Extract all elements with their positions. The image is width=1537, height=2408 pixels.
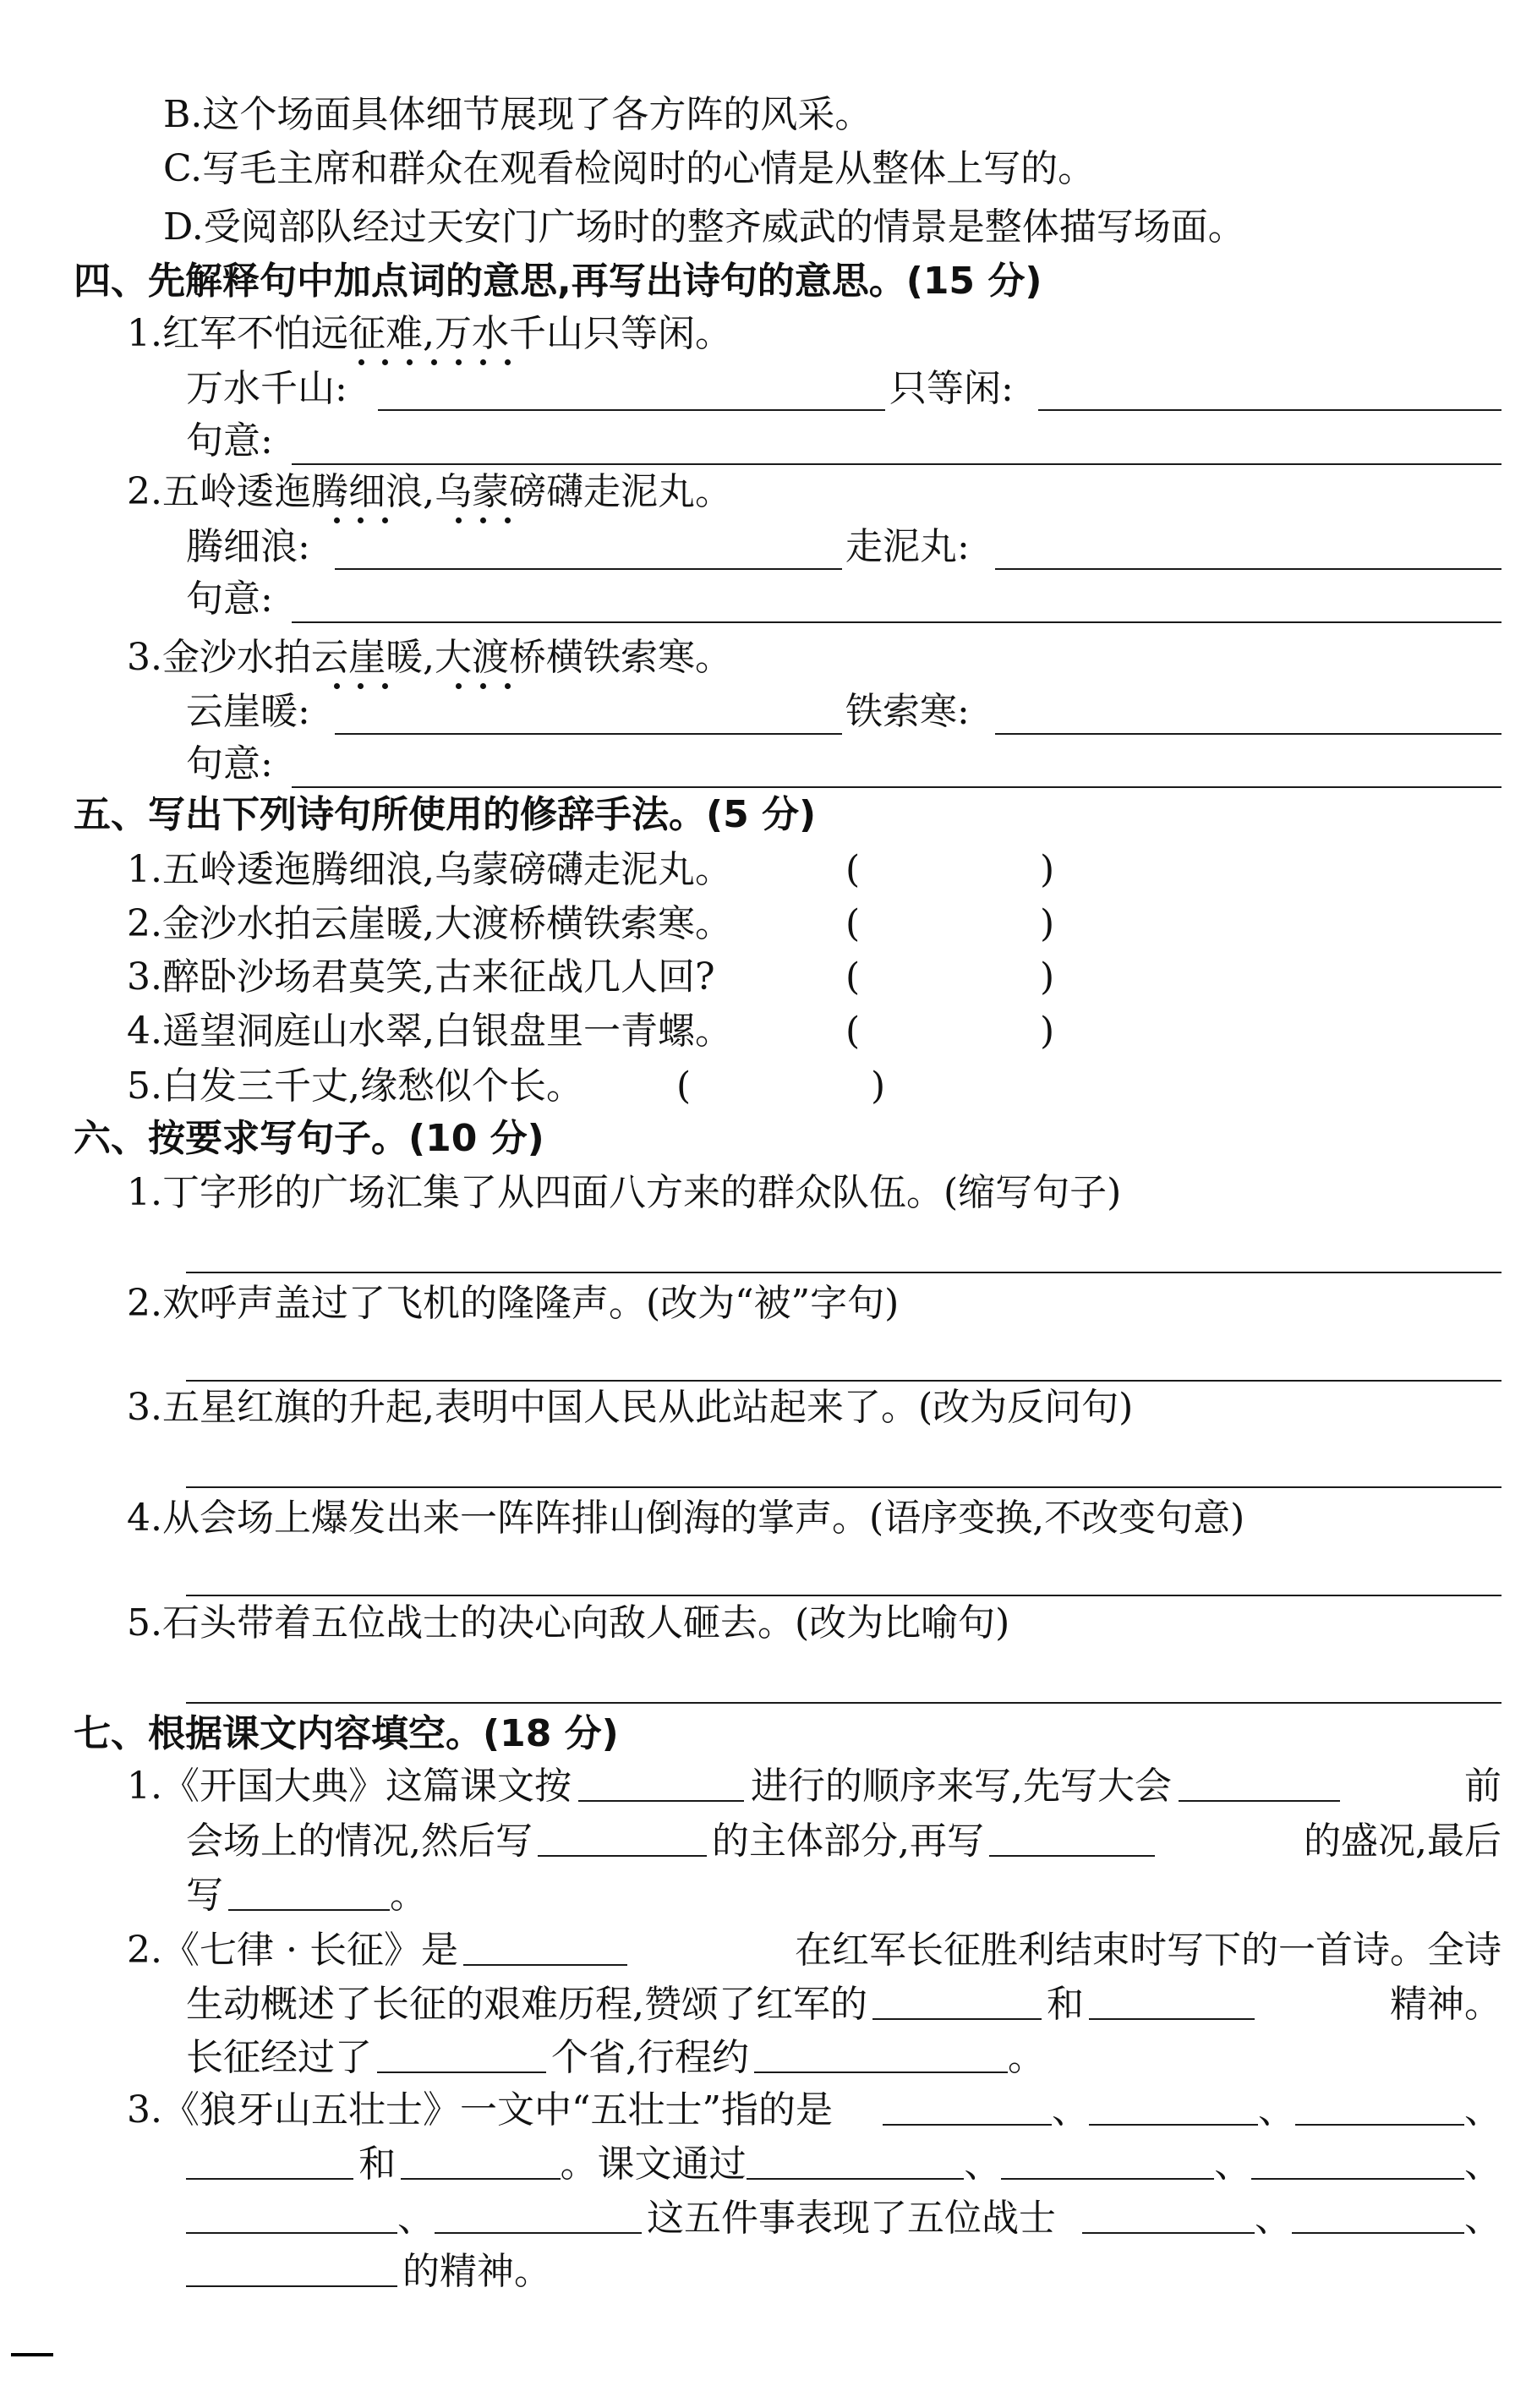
fill-blank[interactable] [747,2139,965,2180]
option-text: 写毛主席和群众在观看检阅时的心情是从整体上写的。 [202,147,1096,190]
heading-text: 六、按要求写句子。(10 分) [74,1117,544,1160]
s5-item4 [127,1004,732,1059]
s7-q2-line3 [186,2031,1045,2085]
s5-item3 [127,950,715,1004]
s6-item3 [127,1381,1133,1435]
item-number: 3. [127,955,162,999]
text-segment: 和 [1047,1983,1084,2026]
label-text: 万水千山: [186,367,347,410]
heading-text: 七、根据课文内容填空。(18 分) [74,1712,619,1755]
fill-blank[interactable] [1295,2085,1464,2126]
separator: 、 [1464,2088,1501,2132]
label-text: 句意: [186,577,273,621]
verse-text: 五岭逶迤腾细浪,乌蒙磅礴走泥丸。 [161,470,732,513]
s4-item2-verse [127,465,732,519]
text-segment: 。课文通过 [560,2143,747,2186]
fill-blank[interactable] [186,2247,397,2287]
answer-blank-zouniwan[interactable] [995,568,1501,570]
emphasis-dot [456,359,462,365]
text-segment: 《七律 · 长征》是 [161,1929,458,1972]
text-segment: 这五件事表现了五位战士 [647,2197,1056,2240]
open-paren: ( [845,902,861,945]
text-segment: 会场上的情况,然后写 [186,1820,533,1863]
section6-heading [74,1112,544,1166]
s7-q2-line1 [127,1924,1501,1978]
fill-blank[interactable] [754,2033,1008,2073]
text-segment: 的盛况,最后 [1304,1820,1501,1863]
s4-item2-word1-label [186,520,310,574]
item-number: 1. [127,312,162,355]
emphasis-dot [480,359,486,365]
item-number: 2. [127,1929,162,1972]
emphasis-dot [358,517,364,523]
separator: 、 [1214,2143,1252,2186]
open-paren: ( [676,1064,692,1108]
fill-blank[interactable] [989,1816,1155,1857]
text-segment: 的精神。 [402,2250,551,2293]
fill-blank[interactable] [435,2193,642,2234]
item-text: 白发三千丈,缘愁似个长。 [161,1064,583,1108]
item-text: 遥望洞庭山水翠,白银盘里一青螺。 [161,1010,732,1053]
text-segment: 个省,行程约 [551,2036,749,2079]
item-number: 2. [127,470,162,513]
text-segment: 《开国大典》这篇课文按 [161,1765,572,1808]
answer-blank-zhidengxian[interactable] [1038,409,1501,411]
verse-text: 金沙水拍云崖暖,大渡桥横铁索寒。 [161,636,732,679]
s7-q1-line1 [127,1759,1501,1814]
emphasis-dot [382,683,388,689]
emphasis-dot [382,517,388,523]
fill-blank[interactable] [1089,2085,1258,2126]
s5-item1 [127,843,732,897]
s4-item3-meaning-label [186,737,273,791]
option-label: B. [163,93,203,136]
text-segment: 的主体部分,再写 [712,1820,984,1863]
emphasis-dot [334,517,340,523]
close-paren: ) [1040,1010,1055,1053]
s6-item1 [127,1166,1121,1220]
fill-blank[interactable] [1089,1979,1255,2020]
label-text: 句意: [186,742,273,785]
s7-q2-line2 [186,1978,1501,2032]
item-text: 醉卧沙场君莫笑,古来征战几人回? [161,955,715,999]
item-text: 五星红旗的升起,表明中国人民从此站起来了。(改为反问句) [161,1386,1134,1429]
fill-blank[interactable] [578,1761,744,1802]
item-number: 3. [127,2088,162,2132]
label-text: 铁索寒: [845,690,970,733]
item-number: 2. [127,902,162,945]
s7-q3-line2 [186,2137,1501,2192]
answer-blank-tengxilang[interactable] [335,568,842,570]
label-text: 只等闲: [889,367,1014,410]
s6-item2 [127,1277,899,1331]
answer-blank-wanshuiqianshan[interactable] [378,409,885,411]
close-paren: ) [871,1064,886,1108]
s7-q3-line3 [186,2192,1501,2246]
answer-blank-tiesuohan[interactable] [995,733,1501,735]
emphasis-dot [358,359,364,365]
open-paren: ( [845,848,861,891]
answer-line-1[interactable] [186,1272,1501,1273]
label-text: 云崖暖: [186,690,310,733]
text-segment: 和 [358,2143,397,2186]
label-text: 走泥丸: [845,525,970,568]
fill-blank[interactable] [463,1925,627,1966]
separator: 、 [1464,2197,1501,2240]
emphasis-dot [480,517,486,523]
fill-blank[interactable] [401,2139,560,2180]
item-number: 3. [127,1386,162,1429]
s6-item4 [127,1491,1244,1546]
item-text: 石头带着五位战士的决心向敌人砸去。(改为比喻句) [161,1601,1010,1645]
option-d [163,200,1245,254]
label-text: 句意: [186,419,273,462]
s7-q1-line2 [186,1814,1501,1869]
text-segment: 精神。 [1390,1983,1501,2026]
fill-blank[interactable] [377,2033,546,2073]
answer-line-5[interactable] [186,1702,1501,1704]
open-paren: ( [845,1010,861,1053]
open-paren: ( [845,955,861,999]
emphasis-dot [505,683,511,689]
option-text: 这个场面具体细节展现了各方阵的风采。 [202,93,872,136]
item-text: 从会场上爆发出来一阵阵排山倒海的掌声。(语序变换,不改变句意) [161,1497,1245,1540]
emphasis-dot [505,359,511,365]
s4-item2-meaning-label [186,572,273,627]
fill-blank[interactable] [1179,1761,1340,1802]
fill-blank[interactable] [1251,2139,1464,2180]
s4-item1-word2-label [889,362,1014,416]
item-number: 2. [127,1282,162,1325]
option-b [163,88,872,142]
s4-item3-word2-label [845,685,970,739]
separator: 、 [1464,2143,1501,2186]
fill-blank[interactable] [883,2085,1052,2126]
s6-item5 [127,1596,1009,1650]
close-paren: ) [1040,955,1055,999]
s4-item1-verse [127,307,732,361]
text-segment: 长征经过了 [186,2036,372,2079]
emphasis-dot [382,359,388,365]
close-paren: ) [1040,902,1055,945]
s4-item3-verse [127,631,732,685]
answer-blank-yunyanuan[interactable] [335,733,842,735]
fill-blank[interactable] [186,2139,353,2180]
fill-blank[interactable] [1292,2193,1464,2234]
item-text: 欢呼声盖过了飞机的隆隆声。(改为“被”字句) [161,1282,900,1325]
s4-item1-meaning-label [186,414,273,468]
separator: 、 [1052,2088,1089,2132]
s4-item2-word2-label [845,520,970,574]
item-text: 金沙水拍云崖暖,大渡桥横铁索寒。 [161,902,732,945]
section7-heading [74,1707,619,1761]
text-segment: 前 [1464,1765,1501,1808]
s7-q1-line3 [186,1869,427,1923]
text-segment: 《狼牙山五壮士》一文中“五壮士”指的是 [161,2088,833,2132]
text-segment: 在红军长征胜利结束时写下的一首诗。全诗 [795,1929,1501,1972]
fill-blank[interactable] [872,1979,1042,2020]
item-number: 4. [127,1497,162,1540]
item-number: 3. [127,636,162,679]
text-segment: 。 [1008,2036,1045,2079]
separator: 、 [1258,2088,1295,2132]
item-number: 5. [127,1601,162,1645]
separator: 、 [1255,2197,1292,2240]
s5-item5 [127,1059,583,1114]
verse-text: 红军不怕远征难,万水千山只等闲。 [161,312,732,355]
page-edge-mark [11,2353,53,2356]
s5-item2 [127,897,732,951]
item-number: 1. [127,1171,162,1214]
section5-heading [74,788,816,842]
s4-item1-word1-label [186,362,347,416]
text-segment: 进行的顺序来写,先写大会 [750,1765,1172,1808]
s7-q3-line1 [127,2083,1501,2137]
item-text: 丁字形的广场汇集了从四面八方来的群众队伍。(缩写句子) [161,1171,1122,1214]
emphasis-dot [480,683,486,689]
emphasis-dot [431,359,437,365]
emphasis-dot [334,683,340,689]
option-label: C. [163,147,203,190]
emphasis-dot [456,517,462,523]
item-number: 1. [127,1765,162,1808]
item-number: 5. [127,1064,162,1108]
separator: 、 [964,2143,1002,2186]
s7-q3-line4 [186,2245,551,2299]
item-number: 4. [127,1010,162,1053]
label-text: 腾细浪: [186,525,310,568]
heading-text: 五、写出下列诗句所使用的修辞手法。(5 分) [74,793,817,836]
emphasis-dot [358,683,364,689]
option-label: D. [163,205,204,249]
emphasis-dot [505,517,511,523]
answer-line-3[interactable] [186,1486,1501,1488]
s4-item3-word1-label [186,685,310,739]
fill-blank[interactable] [538,1816,707,1857]
option-c [163,142,1095,196]
emphasis-dot [407,359,413,365]
section4-heading [74,254,1042,309]
text-segment: 。 [390,1874,427,1917]
close-paren: ) [1040,848,1055,891]
fill-blank[interactable] [1082,2193,1255,2234]
fill-blank[interactable] [186,2193,397,2234]
item-text: 五岭逶迤腾细浪,乌蒙磅礴走泥丸。 [161,848,732,891]
fill-blank[interactable] [1001,2139,1214,2180]
separator: 、 [397,2197,435,2240]
heading-text: 四、先解释句中加点词的意思,再写出诗句的意思。(15 分) [74,260,1042,303]
fill-blank[interactable] [228,1870,390,1911]
emphasis-dot [456,683,462,689]
item-number: 1. [127,848,162,891]
text-segment: 写 [186,1874,223,1917]
text-segment: 生动概述了长征的艰难历程,赞颂了红军的 [186,1983,867,2026]
option-text: 受阅部队经过天安门广场时的整齐威武的情景是整体描写场面。 [203,205,1245,249]
answer-blank-meaning-2[interactable] [292,621,1501,623]
